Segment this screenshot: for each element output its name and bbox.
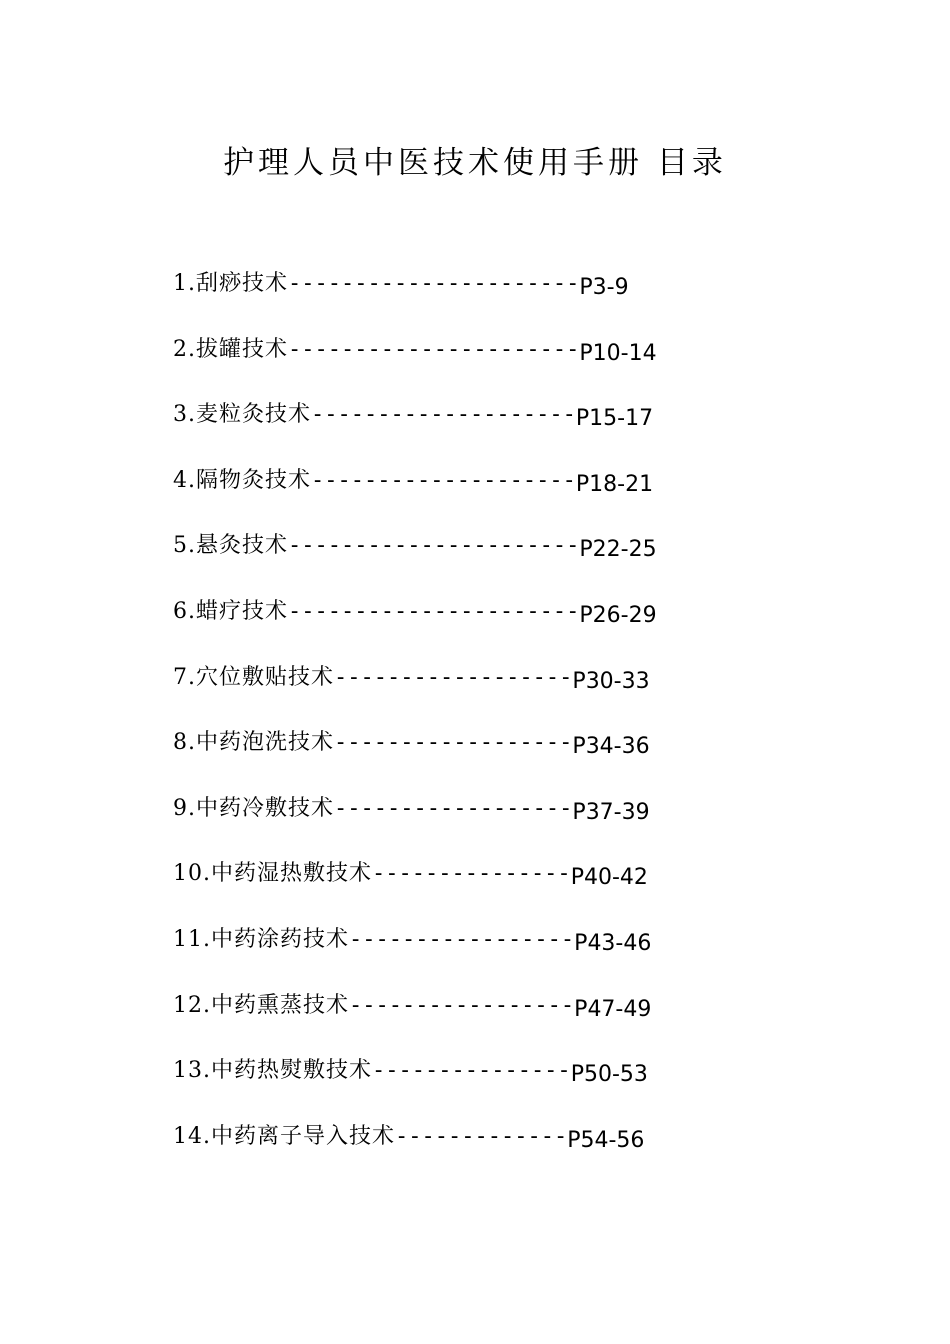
toc-entry-leader: -------------------- (311, 467, 576, 493)
toc-entry-leader: ----------------- (349, 992, 575, 1018)
toc-entry-pages: P40-42 (570, 865, 648, 891)
toc-entry (173, 1115, 733, 1181)
toc-entry-pages: P3-9 (579, 275, 629, 300)
toc-entry-pages: P26-29 (579, 602, 657, 628)
toc-entry-leader: -------------------- (311, 402, 576, 428)
toc-entry-label: 12.中药熏蒸技术 (173, 992, 349, 1018)
table-of-contents (173, 262, 733, 1180)
toc-entry-leader: ------------------ (334, 795, 573, 821)
toc-entry-label: 14.中药离子导入技术 (173, 1123, 395, 1149)
toc-entry (173, 787, 733, 853)
toc-entry (173, 328, 733, 394)
toc-entry-leader: ------------- (395, 1123, 568, 1149)
toc-entry-pages: P30-33 (572, 668, 650, 694)
toc-entry (173, 721, 733, 787)
toc-entry-leader: ---------------------- (288, 336, 580, 362)
toc-entry-leader: ---------------------- (288, 598, 580, 624)
toc-entry (173, 656, 733, 722)
page-title: 护理人员中医技术使用手册 目录 (223, 145, 727, 181)
toc-entry-label: 10.中药湿热敷技术 (173, 861, 372, 887)
toc-entry-pages: P18-21 (575, 471, 654, 497)
toc-entry-label: 5.悬灸技术 (173, 533, 288, 559)
toc-entry-label: 6.蜡疗技术 (173, 598, 288, 624)
toc-entry (173, 393, 733, 459)
toc-entry-pages: P22-25 (579, 537, 657, 563)
toc-entry-label: 13.中药热熨敷技术 (173, 1058, 372, 1084)
toc-entry-label: 3.麦粒灸技术 (173, 402, 311, 428)
toc-entry (173, 524, 733, 590)
toc-entry-label: 9.中药冷敷技术 (173, 795, 334, 821)
toc-entry (173, 1049, 733, 1115)
toc-entry (173, 590, 733, 656)
toc-entry-leader: ------------------ (334, 730, 573, 756)
toc-entry-pages: P37-39 (572, 799, 650, 825)
toc-entry-leader: --------------- (372, 1058, 571, 1084)
toc-entry-label: 1.刮痧技术 (173, 271, 288, 296)
toc-entry-pages: P34-36 (572, 734, 650, 760)
toc-entry-leader: ------------------ (334, 664, 573, 690)
toc-entry-label: 4.隔物灸技术 (173, 467, 311, 493)
toc-entry-pages: P15-17 (575, 406, 654, 432)
toc-entry (173, 852, 733, 918)
toc-entry-leader: ----------------- (349, 926, 575, 952)
toc-entry-leader: ---------------------- (288, 533, 580, 559)
toc-entry (173, 918, 733, 984)
toc-entry-pages: P10-14 (579, 340, 657, 366)
toc-entry-pages: P50-53 (570, 1062, 648, 1088)
toc-entry (173, 262, 733, 328)
toc-entry (173, 984, 733, 1050)
toc-entry-label: 11.中药涂药技术 (173, 926, 349, 952)
toc-entry-leader: --------------- (372, 861, 571, 887)
toc-entry-label: 7.穴位敷贴技术 (173, 664, 334, 690)
toc-entry-label: 2.拔罐技术 (173, 336, 288, 362)
toc-entry-pages: P54-56 (567, 1127, 645, 1153)
toc-entry-leader: ---------------------- (288, 271, 580, 296)
toc-entry (173, 459, 733, 525)
toc-entry-pages: P43-46 (574, 930, 652, 956)
toc-entry-label: 8.中药泡洗技术 (173, 730, 334, 756)
toc-entry-pages: P47-49 (574, 996, 652, 1022)
